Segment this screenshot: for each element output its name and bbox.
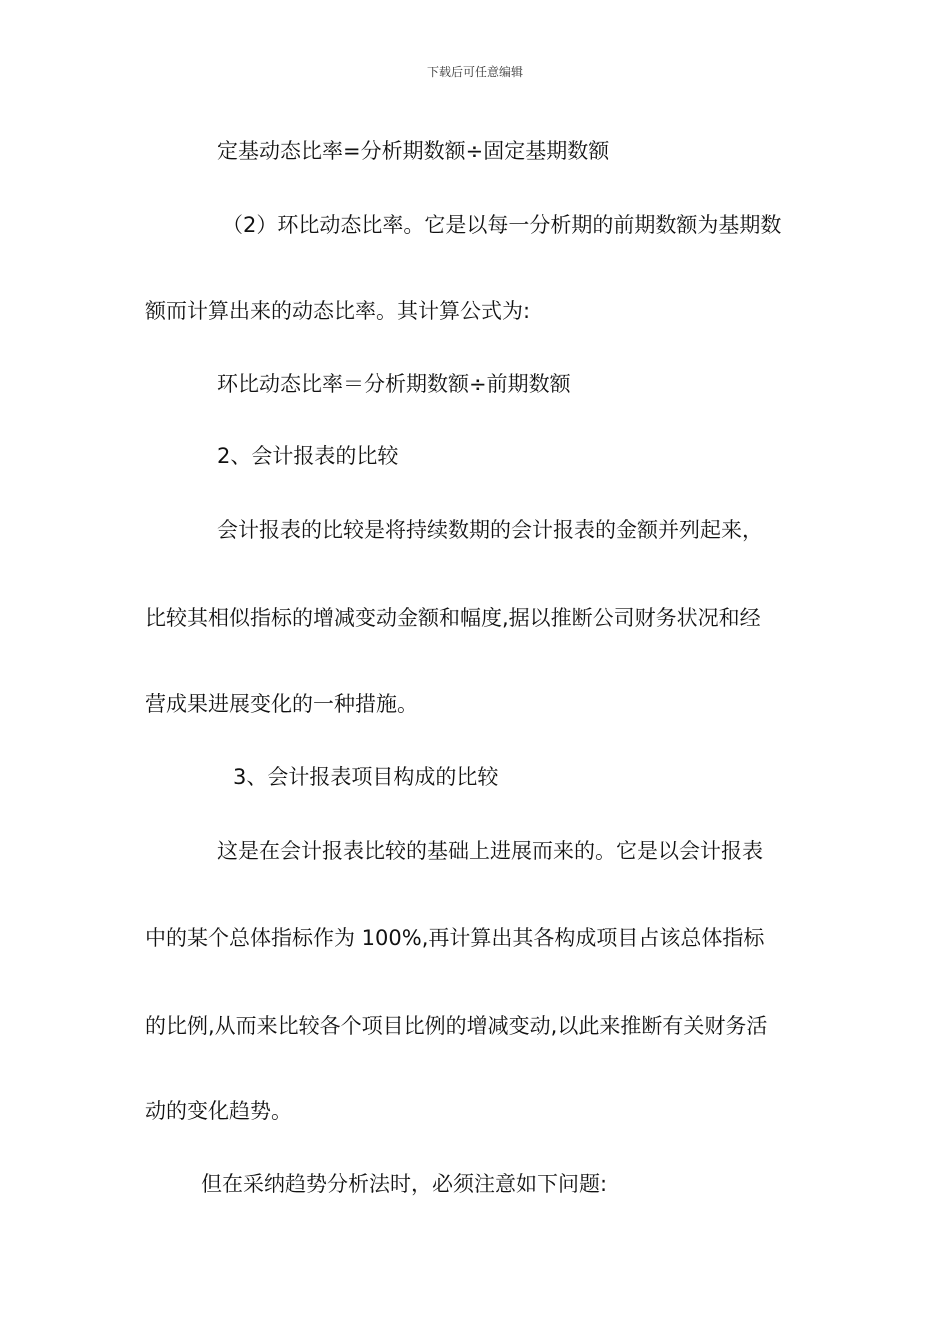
paragraph-line-trend-caution: 但在采纳趋势分析法时，必须注意如下问题:: [201, 1172, 608, 1196]
paragraph-line-chain-ratio-intro: （2）环比动态比率。它是以每一分析期的前期数额为基期数: [222, 213, 782, 237]
paragraph-line-report-comparison-2: 比较其相似指标的增减变动金额和幅度,据以推断公司财务状况和经: [145, 606, 761, 630]
paragraph-line-chain-ratio-formula: 环比动态比率＝分析期数额÷前期数额: [217, 372, 571, 396]
paragraph-line-item-structure-3: 的比例,从而来比较各个项目比例的增减变动,以此来推断有关财务活: [145, 1014, 768, 1038]
section-heading-item-structure: 3、会计报表项目构成的比较: [233, 765, 499, 789]
paragraph-line-report-comparison-3: 营成果进展变化的一种措施。: [145, 692, 418, 716]
paragraph-line-item-structure-4: 动的变化趋势。: [145, 1099, 292, 1123]
paragraph-line-chain-ratio-cont: 额而计算出来的动态比率。其计算公式为:: [145, 299, 531, 323]
page-header: 下载后可任意编辑: [426, 65, 523, 79]
paragraph-line-item-structure-2: 中的某个总体指标作为 100%,再计算出其各构成项目占该总体指标: [145, 926, 765, 950]
paragraph-line-item-structure-1: 这是在会计报表比较的基础上进展而来的。它是以会计报表: [217, 839, 763, 863]
paragraph-line-fixed-base-formula: 定基动态比率=分析期数额÷固定基期数额: [217, 139, 610, 163]
section-heading-report-comparison: 2、会计报表的比较: [217, 444, 399, 468]
paragraph-line-report-comparison-1: 会计报表的比较是将持续数期的会计报表的金额并列起来，: [217, 518, 763, 542]
